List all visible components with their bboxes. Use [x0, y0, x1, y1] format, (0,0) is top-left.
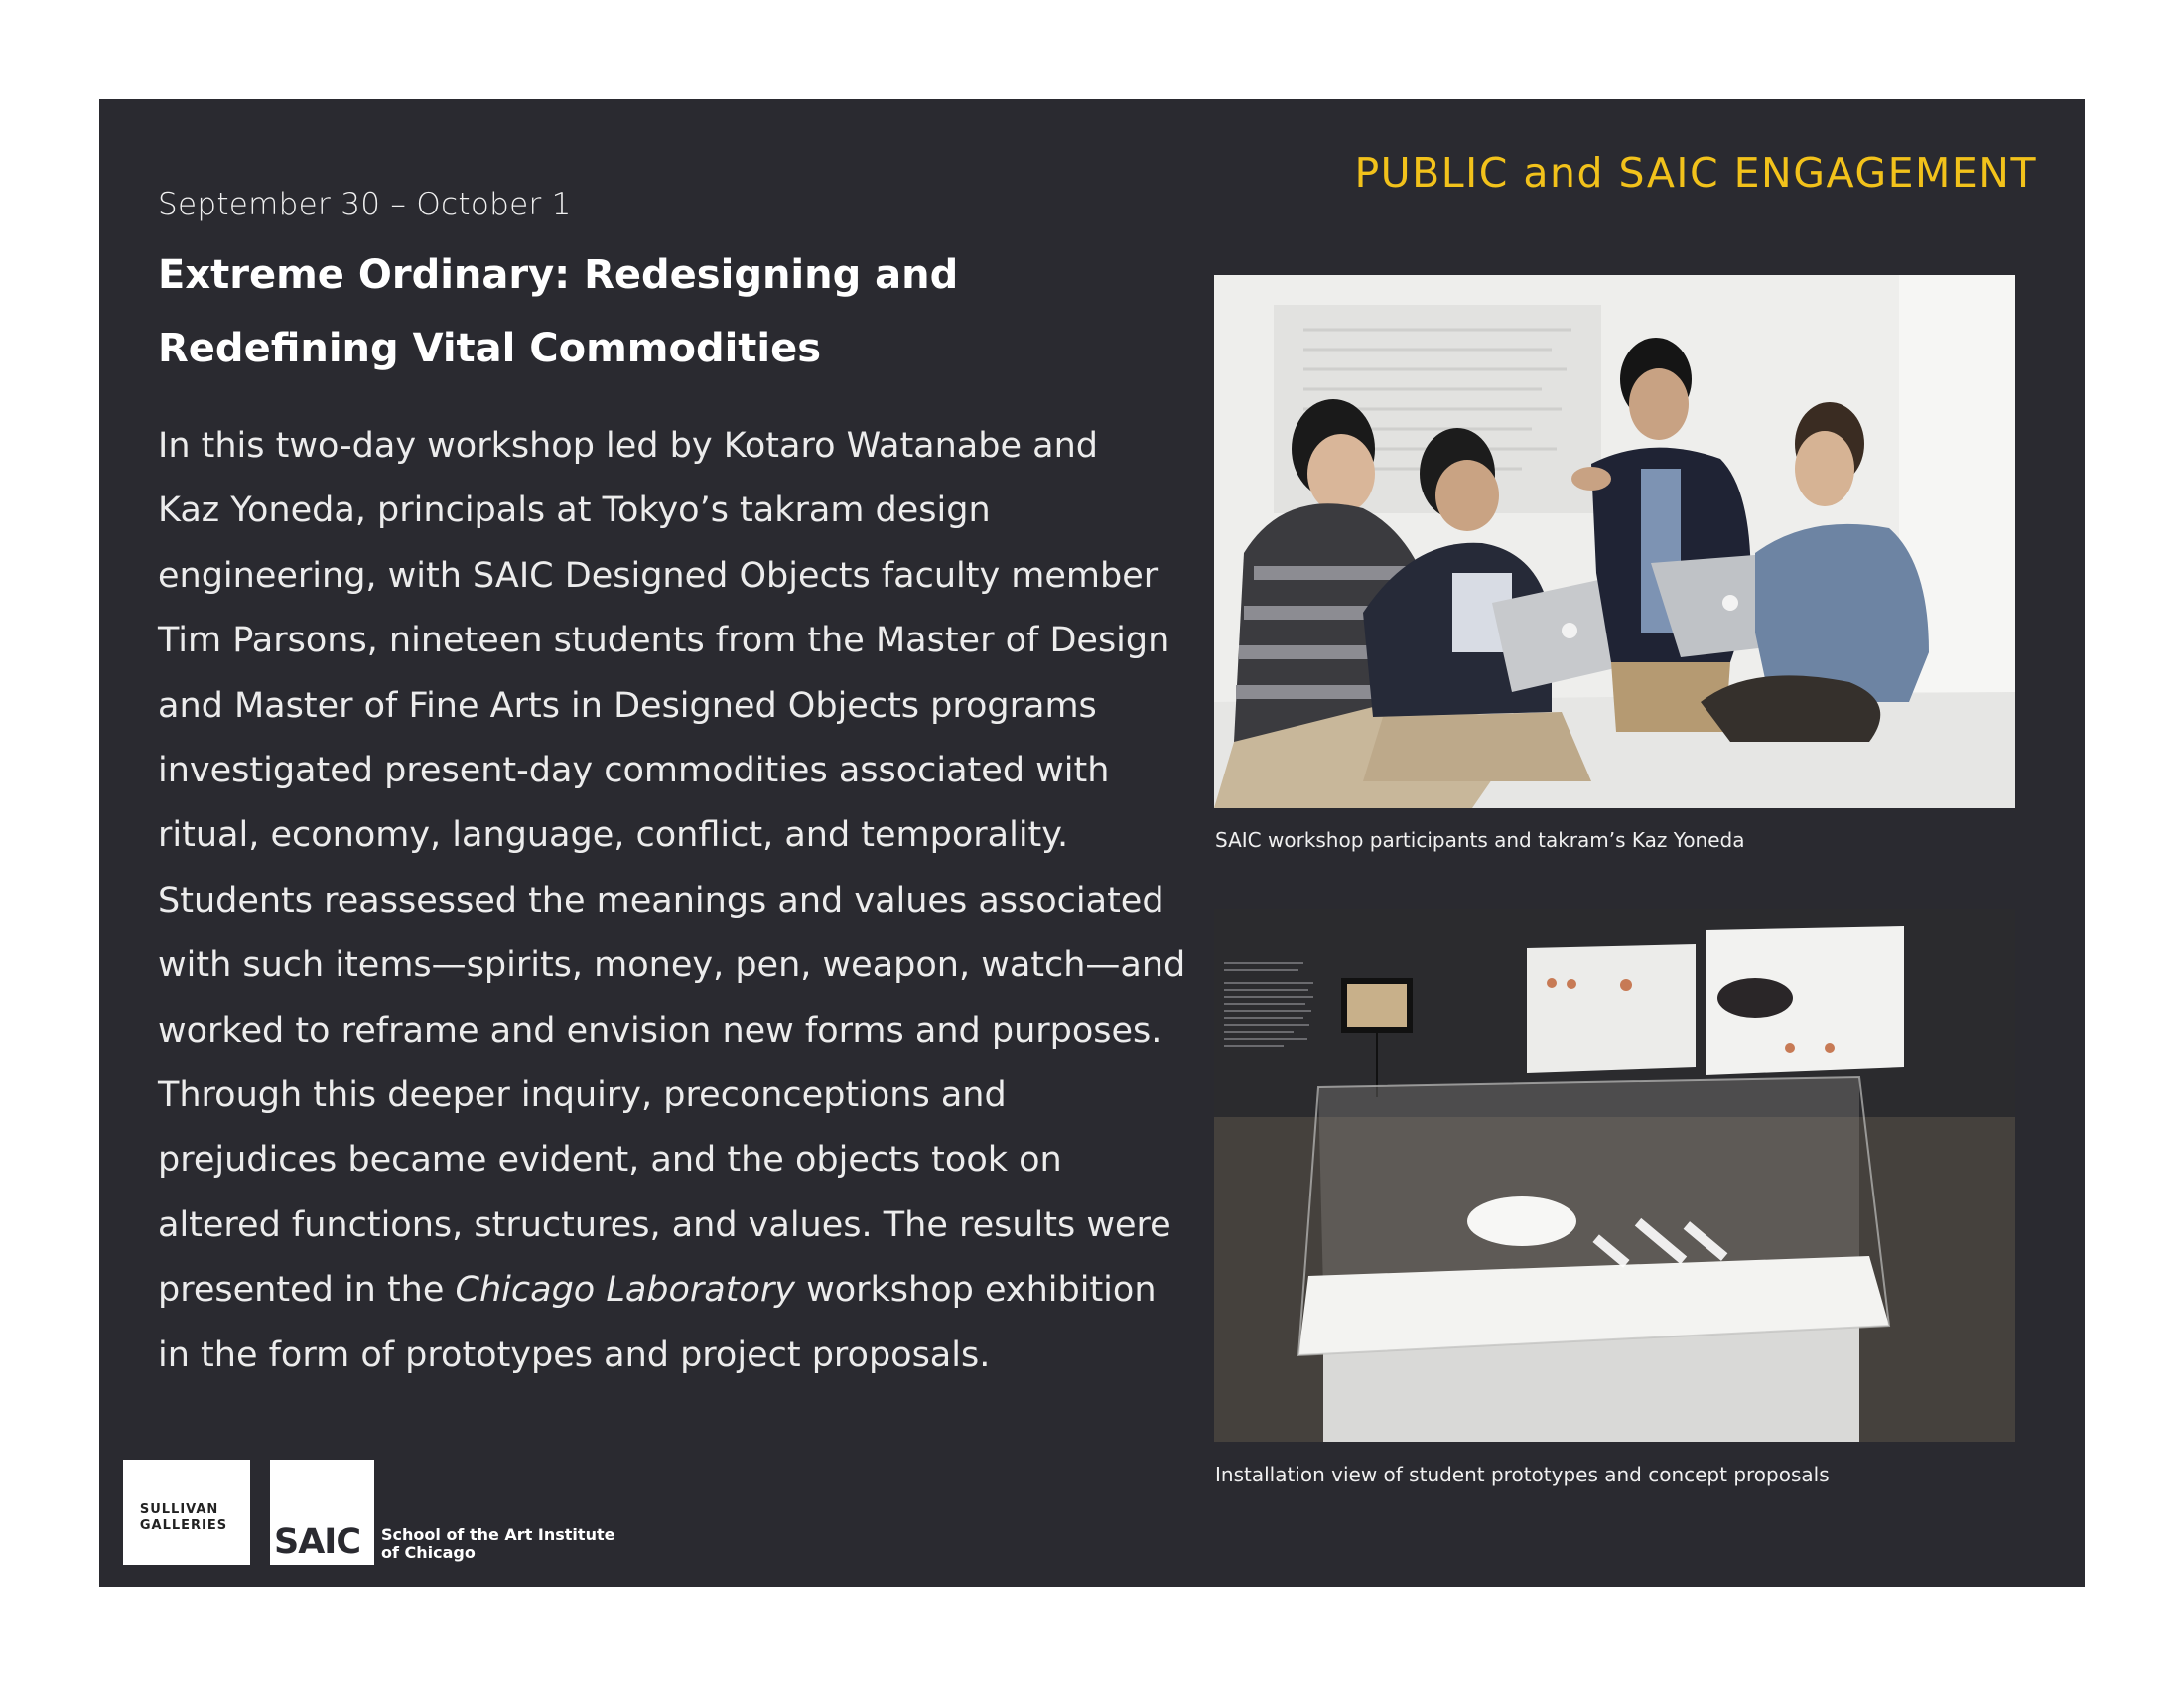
body-line: ritual, economy, language, conflict, and temporality. — [158, 815, 1069, 856]
body-text-segment: presented in the — [158, 1270, 456, 1311]
body-line: Students reassessed the meanings and values associated — [158, 880, 1164, 920]
body-line: with such items—spirits, money, pen, weapon, watch—and — [158, 945, 1186, 986]
body-line: worked to reframe and envision new forms and purposes. — [158, 1010, 1162, 1051]
saic-logo — [270, 1460, 374, 1565]
event-date: September 30 – October 1 — [158, 187, 572, 222]
article-title — [158, 238, 972, 385]
installation-photo — [1214, 909, 2015, 1442]
body-line: prejudices became evident, and the objects took on — [158, 1140, 1062, 1181]
body-line: Tim Parsons, nineteen students from the Master of Design — [158, 621, 1170, 661]
school-name — [381, 1526, 614, 1562]
logo-text: SULLIVAN — [139, 1502, 219, 1517]
school-name-line-1: School of the Art Institute — [381, 1525, 615, 1544]
body-line: In this two-day workshop led by Kotaro Watanabe and — [158, 426, 1098, 466]
page-panel — [99, 99, 2085, 1587]
body-line: Kaz Yoneda, principals at Tokyo’s takram design — [158, 491, 991, 531]
photo-caption: SAIC workshop participants and takram’s Kaz Yoneda — [1215, 828, 1745, 852]
exhibition-title: Chicago Laboratory — [455, 1270, 795, 1311]
body-line: Through this deeper inquiry, preconceptions and — [158, 1075, 1007, 1116]
saic-logo-mark: SAIC — [274, 1522, 361, 1562]
sullivan-galleries-logo — [123, 1460, 250, 1565]
body-line: investigated present-day commodities associated with — [158, 751, 1110, 791]
body-line: engineering, with SAIC Designed Objects faculty member — [158, 555, 1159, 596]
body-line: altered functions, structures, and values. The results were — [158, 1204, 1171, 1245]
body-line — [158, 1258, 1160, 1323]
school-name-line-2: of Chicago — [381, 1543, 476, 1562]
photo-caption: Installation view of student prototypes and concept proposals — [1215, 1463, 1830, 1486]
logo-text: GALLERIES — [139, 1518, 228, 1533]
article-body — [158, 414, 1186, 1388]
workshop-photo — [1214, 275, 2015, 808]
article-title-line-2: Redefining Vital Commodities — [158, 326, 822, 371]
article-title-line-1: Extreme Ordinary: Redesigning and — [158, 252, 959, 298]
body-line: in the form of prototypes and project proposals. — [158, 1335, 991, 1375]
section-title: PUBLIC and SAIC ENGAGEMENT — [1354, 149, 2037, 197]
body-text-segment: workshop exhibition — [794, 1270, 1157, 1311]
body-line: and Master of Fine Arts in Designed Objects programs — [158, 685, 1097, 726]
